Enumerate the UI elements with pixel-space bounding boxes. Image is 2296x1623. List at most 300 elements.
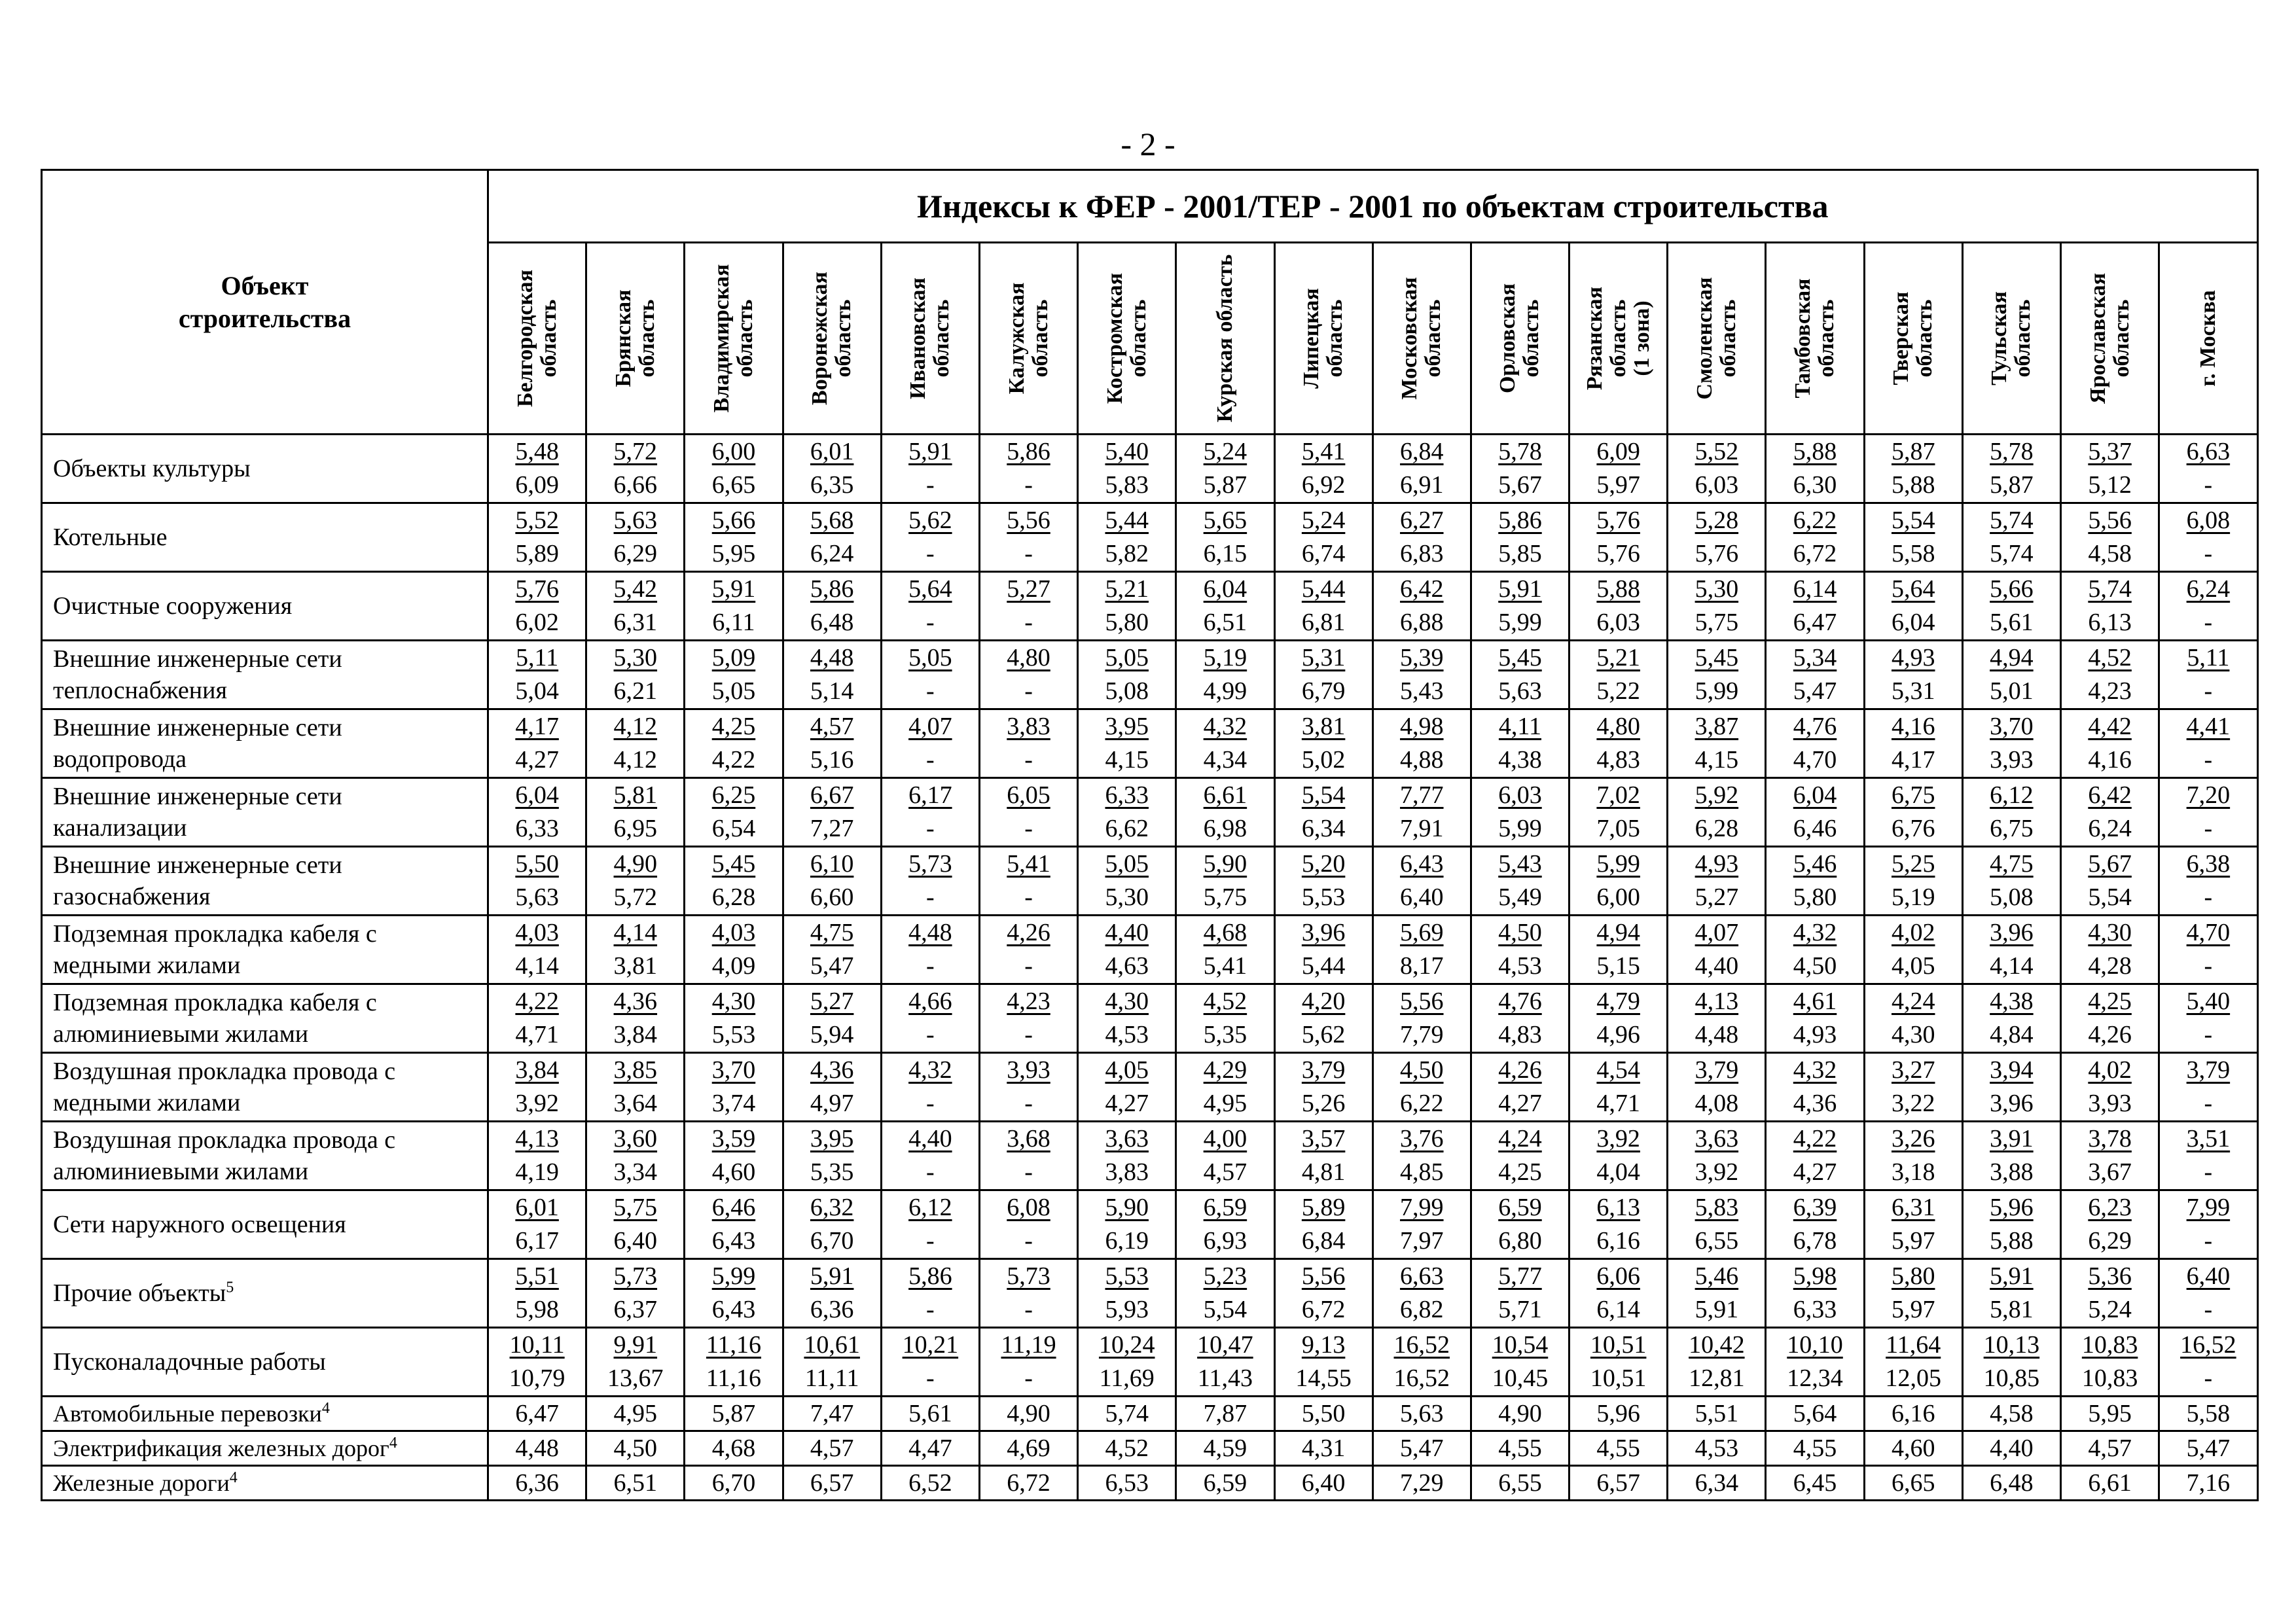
index-value-fer: 5,45 bbox=[1695, 644, 1739, 671]
index-value-fer: 5,54 bbox=[1301, 781, 1346, 809]
index-cell bbox=[586, 1259, 685, 1328]
index-cell bbox=[1078, 1122, 1176, 1190]
index-value-fer: 6,12 bbox=[1990, 781, 2034, 809]
index-value-ter: 6,24 bbox=[2088, 815, 2132, 842]
index-value-fer: 5,52 bbox=[1695, 438, 1739, 465]
index-cell bbox=[1864, 1259, 1962, 1328]
index-cell bbox=[979, 1190, 1077, 1259]
index-cell bbox=[1570, 778, 1668, 847]
index-cell bbox=[2061, 916, 2159, 984]
index-value: 6,45 bbox=[1766, 1466, 1864, 1501]
row-label bbox=[42, 709, 488, 778]
index-cell bbox=[488, 1190, 586, 1259]
index-value-fer: 6,10 bbox=[810, 850, 854, 878]
index-value-fer: 5,25 bbox=[1891, 850, 1935, 878]
index-value-ter: 5,02 bbox=[1301, 746, 1346, 774]
index-value-ter: 10,85 bbox=[1983, 1364, 2040, 1392]
index-cell bbox=[1176, 1328, 1274, 1397]
region-header bbox=[979, 243, 1077, 435]
index-value-ter: 5,31 bbox=[1891, 677, 1935, 705]
index-value: 5,64 bbox=[1766, 1397, 1864, 1431]
index-cell bbox=[1372, 847, 1471, 916]
index-cell bbox=[1766, 709, 1864, 778]
index-cell bbox=[1372, 1190, 1471, 1259]
index-value-fer: 5,88 bbox=[1596, 575, 1640, 603]
index-cell bbox=[1962, 435, 2060, 503]
index-value-fer: 3,81 bbox=[1301, 713, 1346, 740]
row-label-text: Внешние инженерные сети водопровода bbox=[53, 714, 342, 773]
index-value-ter: 5,76 bbox=[1695, 540, 1739, 567]
row-label bbox=[42, 1431, 488, 1466]
index-value-ter: 6,22 bbox=[1400, 1090, 1444, 1117]
index-value-ter: 4,15 bbox=[1695, 746, 1739, 774]
index-value-fer: 6,61 bbox=[1203, 781, 1247, 809]
index-value-ter: 5,91 bbox=[1695, 1296, 1739, 1323]
index-value-ter: 4,17 bbox=[1891, 746, 1935, 774]
index-value-fer: 5,31 bbox=[1301, 644, 1346, 671]
index-value-fer: 3,70 bbox=[1990, 713, 2034, 740]
index-value-fer: 3,94 bbox=[1990, 1056, 2034, 1084]
index-value: 5,95 bbox=[2061, 1397, 2159, 1431]
index-value-ter: 5,08 bbox=[1105, 677, 1149, 705]
index-value-fer: 4,48 bbox=[908, 919, 952, 946]
index-cell bbox=[1570, 1259, 1668, 1328]
index-value-ter: 4,30 bbox=[1891, 1021, 1935, 1048]
index-value-fer: 5,20 bbox=[1301, 850, 1346, 878]
index-value-fer: 3,93 bbox=[1007, 1056, 1050, 1084]
index-cell bbox=[979, 847, 1077, 916]
row-label bbox=[42, 435, 488, 503]
index-cell bbox=[1864, 641, 1962, 709]
index-cell bbox=[979, 1053, 1077, 1122]
index-cell bbox=[488, 435, 586, 503]
index-cell bbox=[586, 641, 685, 709]
index-value-ter: 10,79 bbox=[509, 1364, 565, 1392]
index-cell bbox=[783, 847, 881, 916]
index-cell bbox=[2061, 1053, 2159, 1122]
index-value-ter: 5,67 bbox=[1498, 471, 1542, 499]
index-value-fer: 5,88 bbox=[1793, 438, 1837, 465]
index-value-ter: - bbox=[1024, 952, 1033, 980]
index-value-fer: 5,44 bbox=[1105, 507, 1149, 534]
index-value-ter: 5,14 bbox=[810, 677, 854, 705]
index-value-ter: 5,53 bbox=[711, 1021, 756, 1048]
region-header-label: Калужская область bbox=[1004, 282, 1052, 395]
index-cell bbox=[1471, 778, 1569, 847]
index-value-ter: 4,22 bbox=[711, 746, 756, 774]
index-cell bbox=[1078, 503, 1176, 572]
index-cell bbox=[2061, 847, 2159, 916]
index-value-ter: 4,12 bbox=[613, 746, 658, 774]
index-value-ter: 5,94 bbox=[810, 1021, 854, 1048]
index-cell bbox=[1668, 503, 1766, 572]
index-value-ter: - bbox=[1024, 746, 1033, 774]
index-value-fer: 5,90 bbox=[1105, 1194, 1149, 1221]
row-label bbox=[42, 1190, 488, 1259]
index-value-ter: 5,88 bbox=[1891, 471, 1935, 499]
index-value: 4,57 bbox=[783, 1431, 881, 1466]
index-value-fer: 4,12 bbox=[613, 713, 658, 740]
index-cell bbox=[1766, 916, 1864, 984]
index-value-ter: 5,71 bbox=[1498, 1296, 1542, 1323]
index-value-ter: 7,91 bbox=[1400, 815, 1444, 842]
index-value-ter: 16,52 bbox=[1393, 1364, 1450, 1392]
table-row bbox=[42, 503, 2258, 572]
index-cell bbox=[1570, 1328, 1668, 1397]
index-value-ter: - bbox=[1024, 1158, 1033, 1186]
index-value-fer: 5,56 bbox=[2088, 507, 2132, 534]
index-value-fer: 4,26 bbox=[1007, 919, 1050, 946]
index-value-fer: 5,74 bbox=[2088, 575, 2132, 603]
index-value-ter: 5,54 bbox=[2088, 883, 2132, 911]
index-value-ter: 5,80 bbox=[1105, 609, 1149, 636]
index-value-ter: - bbox=[926, 1364, 935, 1392]
index-cell bbox=[1570, 641, 1668, 709]
index-value-fer: 6,04 bbox=[1793, 781, 1837, 809]
index-value-fer: 5,86 bbox=[1498, 507, 1542, 534]
index-value-fer: 5,30 bbox=[613, 644, 658, 671]
index-value-fer: 5,56 bbox=[1007, 507, 1050, 534]
index-cell bbox=[1668, 984, 1766, 1053]
index-value-fer: 5,46 bbox=[1793, 850, 1837, 878]
index-value-fer: 4,20 bbox=[1301, 988, 1346, 1015]
index-cell bbox=[685, 984, 783, 1053]
index-cell bbox=[1668, 1328, 1766, 1397]
index-value: 4,57 bbox=[2061, 1431, 2159, 1466]
index-cell bbox=[1372, 984, 1471, 1053]
index-cell bbox=[1766, 503, 1864, 572]
index-value-ter: 5,75 bbox=[1203, 883, 1247, 911]
index-cell bbox=[1471, 709, 1569, 778]
index-value-fer: 6,32 bbox=[810, 1194, 854, 1221]
index-value-fer: 4,48 bbox=[810, 644, 854, 671]
index-value-ter: 6,14 bbox=[1596, 1296, 1640, 1323]
index-value-fer: 10,83 bbox=[2081, 1331, 2138, 1359]
index-cell bbox=[1766, 984, 1864, 1053]
index-value-fer: 6,42 bbox=[2088, 781, 2132, 809]
index-value-fer: 5,75 bbox=[613, 1194, 658, 1221]
index-cell bbox=[2159, 778, 2257, 847]
index-cell bbox=[685, 847, 783, 916]
index-value-ter: 6,81 bbox=[1301, 609, 1346, 636]
index-value-fer: 3,96 bbox=[1990, 919, 2034, 946]
index-value-fer: 5,72 bbox=[613, 438, 658, 465]
index-value-ter: 4,97 bbox=[810, 1090, 854, 1117]
index-cell bbox=[979, 503, 1077, 572]
region-header bbox=[1864, 243, 1962, 435]
index-value-ter: 6,54 bbox=[711, 815, 756, 842]
index-value-fer: 5,42 bbox=[613, 575, 658, 603]
index-value-ter: - bbox=[2204, 952, 2213, 980]
index-value-fer: 6,63 bbox=[1400, 1262, 1444, 1290]
index-value-fer: 7,99 bbox=[2186, 1194, 2231, 1221]
index-value-ter: 4,71 bbox=[1596, 1090, 1640, 1117]
index-value-fer: 10,47 bbox=[1197, 1331, 1253, 1359]
index-value: 7,16 bbox=[2159, 1466, 2257, 1501]
index-value-fer: 5,73 bbox=[1007, 1262, 1050, 1290]
index-value-ter: 5,47 bbox=[1793, 677, 1837, 705]
index-cell bbox=[1471, 1328, 1569, 1397]
index-value-fer: 3,79 bbox=[1301, 1056, 1346, 1084]
region-header-label: Рязанская область (1 зона) bbox=[1582, 286, 1654, 391]
index-cell bbox=[685, 1053, 783, 1122]
index-cell bbox=[1078, 847, 1176, 916]
table-row bbox=[42, 641, 2258, 709]
index-value: 6,51 bbox=[586, 1466, 685, 1501]
index-value-fer: 10,24 bbox=[1098, 1331, 1155, 1359]
table-header bbox=[42, 170, 2258, 435]
index-cell bbox=[783, 709, 881, 778]
region-header bbox=[881, 243, 979, 435]
index-value-fer: 4,52 bbox=[1203, 988, 1247, 1015]
index-value-fer: 4,22 bbox=[515, 988, 559, 1015]
index-value: 5,47 bbox=[1372, 1431, 1471, 1466]
index-value-fer: 5,45 bbox=[711, 850, 756, 878]
index-value: 5,87 bbox=[685, 1397, 783, 1431]
footnote-marker: 4 bbox=[229, 1469, 238, 1486]
table-row bbox=[42, 1122, 2258, 1190]
index-value-ter: 5,82 bbox=[1105, 540, 1149, 567]
index-value-fer: 5,54 bbox=[1891, 507, 1935, 534]
index-value-ter: 13,67 bbox=[607, 1364, 664, 1392]
table-row bbox=[42, 1190, 2258, 1259]
index-cell bbox=[1274, 435, 1372, 503]
index-value: 6,61 bbox=[2061, 1466, 2159, 1501]
region-header bbox=[1372, 243, 1471, 435]
index-value-ter: 7,27 bbox=[810, 815, 854, 842]
index-cell bbox=[1962, 1053, 2060, 1122]
index-cell bbox=[1766, 641, 1864, 709]
index-value-ter: 10,45 bbox=[1492, 1364, 1549, 1392]
index-value-ter: 6,76 bbox=[1891, 815, 1935, 842]
row-label bbox=[42, 778, 488, 847]
index-cell bbox=[488, 1328, 586, 1397]
index-value-fer: 4,68 bbox=[1203, 919, 1247, 946]
index-cell bbox=[1471, 1053, 1569, 1122]
index-value-ter: 4,58 bbox=[2088, 540, 2132, 567]
index-value-fer: 4,70 bbox=[2186, 919, 2231, 946]
region-header-label: Костромская область bbox=[1102, 272, 1151, 404]
index-value-ter: 4,95 bbox=[1203, 1090, 1247, 1117]
index-value: 4,68 bbox=[685, 1431, 783, 1466]
index-value: 4,90 bbox=[1471, 1397, 1569, 1431]
index-cell bbox=[881, 1259, 979, 1328]
region-header bbox=[1471, 243, 1569, 435]
index-value-ter: 6,31 bbox=[613, 609, 658, 636]
index-cell bbox=[1864, 1053, 1962, 1122]
index-value-fer: 6,67 bbox=[810, 781, 854, 809]
index-cell bbox=[1372, 916, 1471, 984]
index-value-ter: 6,40 bbox=[613, 1227, 658, 1255]
index-value-ter: 11,16 bbox=[706, 1364, 762, 1392]
row-label bbox=[42, 1397, 488, 1431]
index-cell bbox=[1471, 984, 1569, 1053]
index-value-fer: 4,75 bbox=[1990, 850, 2034, 878]
footnote-marker: 5 bbox=[226, 1279, 234, 1296]
index-cell bbox=[1962, 1328, 2060, 1397]
index-value-ter: - bbox=[2204, 471, 2213, 499]
index-cell bbox=[1176, 916, 1274, 984]
index-value-ter: 6,43 bbox=[711, 1296, 756, 1323]
index-cell bbox=[1372, 435, 1471, 503]
index-value-ter: 5,16 bbox=[810, 746, 854, 774]
index-value-ter: - bbox=[1024, 1296, 1033, 1323]
index-value: 4,52 bbox=[1078, 1431, 1176, 1466]
index-value-fer: 5,05 bbox=[908, 644, 952, 671]
index-value-fer: 3,68 bbox=[1007, 1125, 1050, 1152]
index-value-ter: 4,48 bbox=[1695, 1021, 1739, 1048]
index-value-ter: - bbox=[1024, 540, 1033, 567]
index-cell bbox=[1668, 847, 1766, 916]
index-value-ter: 5,99 bbox=[1498, 815, 1542, 842]
index-value: 4,90 bbox=[979, 1397, 1077, 1431]
index-value-fer: 6,25 bbox=[711, 781, 756, 809]
index-cell bbox=[1471, 641, 1569, 709]
index-value-ter: - bbox=[926, 1296, 935, 1323]
index-cell bbox=[1274, 847, 1372, 916]
index-value: 7,29 bbox=[1372, 1466, 1471, 1501]
index-value-ter: - bbox=[1024, 677, 1033, 705]
index-value-fer: 4,14 bbox=[613, 919, 658, 946]
index-cell bbox=[1668, 778, 1766, 847]
index-cell bbox=[881, 709, 979, 778]
index-cell bbox=[488, 847, 586, 916]
index-value-ter: 5,24 bbox=[2088, 1296, 2132, 1323]
region-header-label: Тамбовская область bbox=[1791, 278, 1839, 399]
index-value-ter: 7,79 bbox=[1400, 1021, 1444, 1048]
index-value: 6,36 bbox=[488, 1466, 586, 1501]
index-cell bbox=[1668, 709, 1766, 778]
table-row bbox=[42, 778, 2258, 847]
index-cell bbox=[979, 709, 1077, 778]
index-value-fer: 4,02 bbox=[2088, 1056, 2132, 1084]
index-value-fer: 6,75 bbox=[1891, 781, 1935, 809]
index-cell bbox=[1864, 916, 1962, 984]
index-value-fer: 6,39 bbox=[1793, 1194, 1837, 1221]
row-label-text: Воздушная прокладка провода с алюминиевыми жилами bbox=[53, 1126, 396, 1185]
index-value: 4,40 bbox=[1962, 1431, 2060, 1466]
index-cell bbox=[1176, 641, 1274, 709]
index-value-fer: 4,02 bbox=[1891, 919, 1935, 946]
index-value-ter: 4,83 bbox=[1596, 746, 1640, 774]
region-header bbox=[1078, 243, 1176, 435]
index-value-fer: 6,14 bbox=[1793, 575, 1837, 603]
index-cell bbox=[1176, 572, 1274, 641]
index-value: 6,52 bbox=[881, 1466, 979, 1501]
index-value-ter: - bbox=[926, 815, 935, 842]
index-value-ter: 5,47 bbox=[810, 952, 854, 980]
row-label bbox=[42, 1259, 488, 1328]
index-cell bbox=[881, 847, 979, 916]
index-cell bbox=[2159, 435, 2257, 503]
index-cell bbox=[1274, 1259, 1372, 1328]
index-value-fer: 10,51 bbox=[1590, 1331, 1647, 1359]
index-cell bbox=[1570, 847, 1668, 916]
index-value-ter: 6,46 bbox=[1793, 815, 1837, 842]
index-value-fer: 5,05 bbox=[1105, 644, 1149, 671]
index-cell bbox=[1962, 1122, 2060, 1190]
index-value-ter: 5,63 bbox=[1498, 677, 1542, 705]
index-value-fer: 5,66 bbox=[711, 507, 756, 534]
index-value-ter: 10,83 bbox=[2081, 1364, 2138, 1392]
index-value-fer: 5,65 bbox=[1203, 507, 1247, 534]
index-cell bbox=[2159, 1259, 2257, 1328]
index-value-fer: 7,20 bbox=[2186, 781, 2231, 809]
index-value-ter: 5,87 bbox=[1990, 471, 2034, 499]
index-value-fer: 6,01 bbox=[810, 438, 854, 465]
index-value-fer: 9,13 bbox=[1301, 1331, 1346, 1359]
index-value-ter: 5,93 bbox=[1105, 1296, 1149, 1323]
index-value-ter: 6,98 bbox=[1203, 815, 1247, 842]
index-cell bbox=[1962, 916, 2060, 984]
index-cell bbox=[586, 1053, 685, 1122]
index-value-fer: 4,41 bbox=[2186, 713, 2231, 740]
index-cell bbox=[979, 1328, 1077, 1397]
index-value-fer: 16,52 bbox=[2180, 1331, 2236, 1359]
index-value-fer: 6,17 bbox=[908, 781, 952, 809]
index-value-fer: 4,32 bbox=[1203, 713, 1247, 740]
index-value-fer: 4,32 bbox=[908, 1056, 952, 1084]
index-value-ter: 4,25 bbox=[1498, 1158, 1542, 1186]
index-value-ter: 4,83 bbox=[1498, 1021, 1542, 1048]
index-cell bbox=[586, 1328, 685, 1397]
index-cell bbox=[1962, 641, 2060, 709]
footnote-marker: 4 bbox=[321, 1400, 330, 1417]
index-cell bbox=[1176, 1122, 1274, 1190]
index-value-ter: 5,74 bbox=[1990, 540, 2034, 567]
index-value-ter: 14,55 bbox=[1295, 1364, 1352, 1392]
index-value-ter: 6,60 bbox=[810, 883, 854, 911]
index-cell bbox=[1274, 641, 1372, 709]
index-value-ter: 4,23 bbox=[2088, 677, 2132, 705]
index-value-fer: 4,24 bbox=[1498, 1125, 1542, 1152]
row-label bbox=[42, 1053, 488, 1122]
index-cell bbox=[2061, 984, 2159, 1053]
index-value-fer: 6,08 bbox=[2186, 507, 2231, 534]
index-value-ter: 4,70 bbox=[1793, 746, 1837, 774]
index-value-fer: 6,00 bbox=[711, 438, 756, 465]
index-cell bbox=[1864, 1122, 1962, 1190]
index-value-fer: 3,91 bbox=[1990, 1125, 2034, 1152]
index-value: 7,87 bbox=[1176, 1397, 1274, 1431]
index-cell bbox=[1962, 984, 2060, 1053]
index-value: 6,16 bbox=[1864, 1397, 1962, 1431]
index-value-ter: 5,97 bbox=[1596, 471, 1640, 499]
index-value-ter: 4,27 bbox=[1498, 1090, 1542, 1117]
index-cell bbox=[1962, 503, 2060, 572]
index-value-fer: 6,04 bbox=[1203, 575, 1247, 603]
row-label bbox=[42, 1466, 488, 1501]
region-header-label: Тульская область bbox=[1987, 291, 2036, 385]
index-cell bbox=[2159, 1053, 2257, 1122]
index-value-ter: 5,88 bbox=[1990, 1227, 2034, 1255]
index-value-ter: 6,28 bbox=[711, 883, 756, 911]
index-value: 4,48 bbox=[488, 1431, 586, 1466]
index-cell bbox=[881, 1190, 979, 1259]
table-row bbox=[42, 984, 2258, 1053]
footnote-marker: 4 bbox=[389, 1435, 397, 1452]
index-value-fer: 9,91 bbox=[613, 1331, 658, 1359]
index-value-fer: 5,91 bbox=[1498, 575, 1542, 603]
index-value-fer: 3,51 bbox=[2186, 1125, 2231, 1152]
index-value-fer: 4,61 bbox=[1793, 988, 1837, 1015]
index-cell bbox=[1766, 1053, 1864, 1122]
index-cell bbox=[979, 984, 1077, 1053]
index-value: 6,65 bbox=[1864, 1466, 1962, 1501]
index-cell bbox=[685, 709, 783, 778]
index-value-fer: 3,79 bbox=[1695, 1056, 1739, 1084]
index-value-fer: 6,08 bbox=[1007, 1194, 1050, 1221]
